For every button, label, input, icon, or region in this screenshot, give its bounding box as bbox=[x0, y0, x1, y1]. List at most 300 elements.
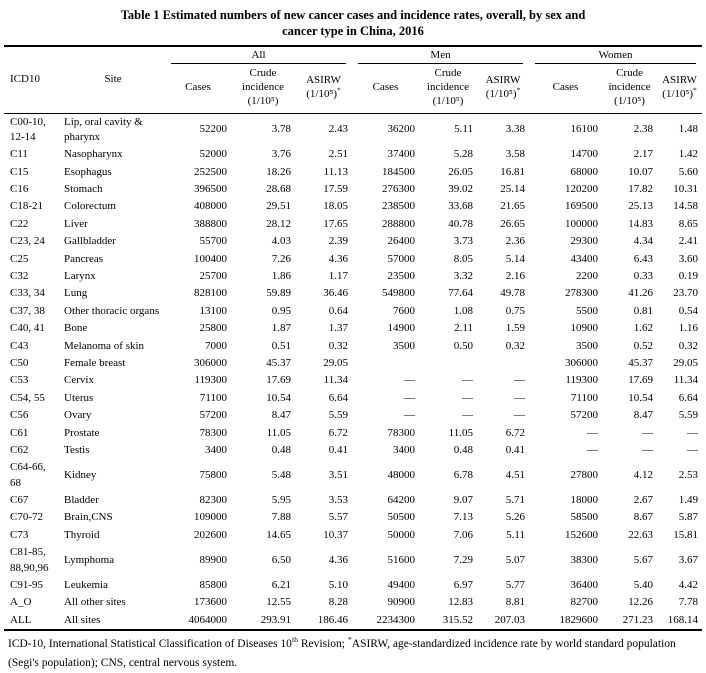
value-cell: 10.31 bbox=[673, 183, 699, 196]
table-row bbox=[4, 442, 702, 459]
site-cell: Bladder bbox=[64, 494, 99, 507]
value-cell: 5500 bbox=[576, 304, 599, 317]
icd-cell: C11 bbox=[10, 148, 28, 161]
value-cell: 1829600 bbox=[559, 613, 599, 626]
table-title-line-2: cancer type in China, 2016 bbox=[282, 24, 424, 39]
value-cell: 29.51 bbox=[266, 200, 291, 213]
table-row bbox=[4, 355, 702, 372]
value-cell: 26.05 bbox=[448, 165, 473, 178]
table-row bbox=[4, 459, 702, 492]
value-cell: 2.38 bbox=[602, 113, 657, 146]
site-cell: Gallbladder bbox=[64, 235, 116, 248]
value-cell: 6.43 bbox=[633, 252, 654, 265]
value-cell: 6.78 bbox=[453, 469, 473, 481]
icd-cell: C43 bbox=[10, 339, 29, 352]
icd-cell: C81-85, 88,90,96 bbox=[10, 546, 49, 574]
value-cell: 58500 bbox=[570, 511, 599, 524]
site-cell: All sites bbox=[64, 613, 101, 626]
value-cell: 14.65 bbox=[266, 528, 291, 541]
value-cell: 5.28 bbox=[453, 148, 473, 161]
value-cell: 29.05 bbox=[673, 356, 699, 369]
value-cell: 0.33 bbox=[633, 270, 654, 283]
value-cell: — bbox=[642, 443, 654, 456]
crude-label-line: Crude bbox=[434, 67, 462, 80]
value-cell: 10.37 bbox=[323, 528, 348, 541]
value-cell: 8.47 bbox=[633, 409, 654, 422]
site-cell: Melanoma of skin bbox=[64, 339, 145, 352]
value-cell: 5.10 bbox=[328, 579, 348, 592]
icd-cell: C40, 41 bbox=[10, 322, 45, 335]
value-cell: 71100 bbox=[570, 391, 599, 404]
footnote-text: ICD-10, International Statistical Classification of Diseases 10 bbox=[8, 638, 292, 651]
value-cell: 0.32 bbox=[505, 339, 526, 352]
value-cell: 29300 bbox=[570, 235, 599, 248]
cancer-incidence-table bbox=[4, 45, 702, 632]
icd-cell: C73 bbox=[10, 528, 29, 541]
asirw-label-line: ASIRW bbox=[662, 74, 697, 87]
value-cell: 25800 bbox=[199, 322, 227, 335]
value-cell: 25.13 bbox=[628, 200, 654, 213]
value-cell: — bbox=[587, 443, 599, 456]
value-cell: 2.67 bbox=[633, 494, 654, 507]
table-title-line-1: Table 1 Estimated numbers of new cancer cases and incidence rates, overall, by sex and bbox=[120, 8, 586, 22]
icd-cell: C23, 24 bbox=[10, 235, 45, 248]
value-cell: 0.52 bbox=[633, 339, 654, 352]
value-cell: 50500 bbox=[387, 511, 415, 524]
group-header-all bbox=[165, 46, 352, 65]
value-cell: 23.70 bbox=[673, 287, 699, 300]
value-cell: 33.68 bbox=[448, 200, 473, 213]
value-cell: 169500 bbox=[565, 200, 599, 213]
value-cell: 40.78 bbox=[448, 217, 473, 230]
value-cell: 23500 bbox=[387, 270, 415, 283]
table-row bbox=[4, 492, 702, 509]
value-cell: 9.07 bbox=[453, 494, 473, 507]
value-cell: 4.03 bbox=[271, 235, 291, 248]
value-cell: 0.75 bbox=[505, 304, 526, 317]
value-cell: 90900 bbox=[387, 596, 415, 609]
crude-label-line: (1/10⁵) bbox=[614, 94, 645, 107]
value-cell: 3500 bbox=[393, 339, 415, 352]
value-cell: 6.64 bbox=[328, 391, 348, 404]
table-row bbox=[4, 303, 702, 320]
site-cell: Liver bbox=[64, 217, 88, 230]
site-cell: Larynx bbox=[64, 270, 96, 283]
value-cell: 52200 bbox=[165, 113, 231, 146]
value-cell: 11.05 bbox=[266, 426, 291, 439]
value-cell: 78300 bbox=[199, 426, 227, 439]
icd-cell: A_O bbox=[10, 596, 32, 609]
icd-cell: C37, 38 bbox=[10, 304, 45, 317]
icd-cell: C00-10, 12-14 bbox=[4, 113, 61, 146]
value-cell: 8.05 bbox=[453, 252, 473, 265]
column-header-site: Site bbox=[104, 72, 122, 85]
value-cell: 14700 bbox=[570, 148, 599, 161]
value-cell: 49400 bbox=[387, 579, 415, 592]
value-cell: 100400 bbox=[194, 252, 227, 265]
value-cell: 12.83 bbox=[448, 596, 473, 609]
value-cell: 36.46 bbox=[323, 287, 348, 300]
asirw-footnote-marker: * bbox=[693, 85, 697, 95]
value-cell: 82300 bbox=[199, 494, 227, 507]
value-cell: 238500 bbox=[382, 200, 415, 213]
value-cell: 1.59 bbox=[505, 322, 526, 335]
table-row bbox=[4, 338, 702, 355]
asirw-label-line: ASIRW bbox=[306, 74, 341, 87]
value-cell: 0.50 bbox=[453, 339, 473, 352]
icd-cell: C15 bbox=[10, 165, 29, 178]
value-cell: 0.41 bbox=[505, 443, 526, 456]
table-row bbox=[4, 164, 702, 181]
group-header-all-label: All bbox=[171, 49, 346, 65]
value-cell: 1.62 bbox=[633, 322, 654, 335]
value-cell: 28.12 bbox=[266, 217, 291, 230]
value-cell: 10.54 bbox=[628, 391, 654, 404]
table-row bbox=[4, 320, 702, 337]
crude-label-line: (1/10⁵) bbox=[432, 94, 464, 107]
value-cell: 4.36 bbox=[328, 553, 348, 566]
table-row bbox=[4, 146, 702, 163]
value-cell: 5.57 bbox=[328, 511, 348, 524]
value-cell: 14.83 bbox=[628, 217, 654, 230]
value-cell: 7.78 bbox=[678, 596, 699, 609]
value-cell: 11.13 bbox=[323, 165, 348, 178]
value-cell: 2.36 bbox=[505, 235, 526, 248]
table-header bbox=[4, 46, 702, 114]
value-cell: 0.41 bbox=[328, 443, 348, 456]
value-cell: 2.39 bbox=[328, 235, 348, 248]
value-cell: — bbox=[462, 409, 473, 422]
value-cell: 38300 bbox=[570, 553, 599, 566]
value-cell: 14.58 bbox=[673, 200, 699, 213]
icd-cell: C67 bbox=[10, 494, 29, 507]
value-cell: 252500 bbox=[194, 165, 227, 178]
value-cell: 7.88 bbox=[271, 511, 291, 524]
site-cell: Lung bbox=[64, 287, 88, 300]
value-cell: 2.17 bbox=[633, 148, 654, 161]
value-cell: 4.12 bbox=[633, 469, 654, 481]
site-cell: Lymphoma bbox=[64, 553, 115, 566]
icd-cell: C56 bbox=[10, 409, 29, 422]
site-cell: Thyroid bbox=[64, 528, 100, 541]
value-cell: 3.51 bbox=[328, 469, 348, 481]
site-cell: Bone bbox=[64, 322, 88, 335]
value-cell: 4064000 bbox=[188, 613, 227, 626]
icd-cell: C61 bbox=[10, 426, 29, 439]
asirw-footnote-marker: * bbox=[336, 85, 341, 95]
value-cell: 7.13 bbox=[453, 511, 473, 524]
value-cell: 173600 bbox=[194, 596, 227, 609]
value-cell: 13100 bbox=[199, 304, 227, 317]
value-cell: 549800 bbox=[382, 287, 415, 300]
site-cell: Kidney bbox=[64, 469, 97, 481]
value-cell: 1.48 bbox=[657, 113, 702, 146]
value-cell: 1.37 bbox=[328, 322, 348, 335]
value-cell: 25.14 bbox=[500, 183, 526, 196]
value-cell: 5.59 bbox=[328, 409, 348, 422]
value-cell: 57200 bbox=[570, 409, 599, 422]
group-header-men bbox=[352, 46, 529, 65]
value-cell: 293.91 bbox=[260, 613, 291, 626]
site-cell: Testis bbox=[64, 443, 90, 456]
value-cell: 3400 bbox=[393, 443, 415, 456]
value-cell: 0.51 bbox=[271, 339, 291, 352]
value-cell: 306000 bbox=[565, 356, 599, 369]
value-cell: 17.59 bbox=[323, 183, 348, 196]
value-cell: 12.26 bbox=[628, 596, 654, 609]
value-cell: 1.49 bbox=[678, 494, 699, 507]
value-cell: 75800 bbox=[199, 469, 227, 481]
value-cell: 8.47 bbox=[271, 409, 291, 422]
table-row bbox=[4, 198, 702, 215]
column-header-icd10: ICD10 bbox=[10, 72, 40, 85]
value-cell: 10900 bbox=[570, 322, 599, 335]
icd-cell: C62 bbox=[10, 443, 29, 456]
value-cell: 0.19 bbox=[678, 270, 699, 283]
table-row bbox=[4, 527, 702, 544]
table-body bbox=[4, 113, 702, 630]
value-cell: 7.26 bbox=[271, 252, 291, 265]
value-cell: 3.53 bbox=[328, 494, 348, 507]
value-cell: 8.28 bbox=[328, 596, 348, 609]
column-header-men-crude-incidence bbox=[419, 64, 477, 113]
footnote-superscript-th: th bbox=[291, 635, 299, 645]
icd-cell: C33, 34 bbox=[10, 287, 45, 300]
value-cell: 17.65 bbox=[323, 217, 348, 230]
value-cell: 1.16 bbox=[678, 322, 699, 335]
value-cell: 152600 bbox=[565, 528, 599, 541]
value-cell: 2.11 bbox=[454, 322, 473, 335]
value-cell: 278300 bbox=[565, 287, 599, 300]
table-title bbox=[4, 5, 702, 45]
value-cell: 45.37 bbox=[628, 356, 654, 369]
value-cell: 306000 bbox=[194, 356, 227, 369]
table-row bbox=[4, 251, 702, 268]
value-cell: 50000 bbox=[387, 528, 415, 541]
value-cell: 7.29 bbox=[453, 553, 473, 566]
value-cell: 119300 bbox=[565, 374, 599, 387]
value-cell: 0.95 bbox=[271, 304, 291, 317]
table-row bbox=[4, 216, 702, 233]
value-cell: 36200 bbox=[352, 113, 419, 146]
value-cell: 2234300 bbox=[376, 613, 415, 626]
asirw-label-line: ASIRW bbox=[485, 74, 521, 87]
asirw-unit-line bbox=[659, 85, 700, 102]
value-cell: — bbox=[687, 426, 699, 439]
value-cell: 5.14 bbox=[505, 252, 526, 265]
icd-cell: C70-72 bbox=[10, 511, 43, 524]
value-cell: 37400 bbox=[387, 148, 415, 161]
value-cell: 5.59 bbox=[678, 409, 699, 422]
value-cell: 6.72 bbox=[505, 426, 526, 439]
crude-label-line: incidence bbox=[608, 81, 651, 93]
site-cell: Esophagus bbox=[64, 165, 112, 178]
asirw-unit-line bbox=[479, 85, 527, 102]
column-header-men-asirw bbox=[477, 64, 529, 113]
value-cell: 0.32 bbox=[328, 339, 348, 352]
value-cell: 7000 bbox=[205, 339, 227, 352]
table-row bbox=[4, 233, 702, 250]
value-cell: 3.58 bbox=[505, 148, 526, 161]
value-cell: 6.97 bbox=[453, 579, 473, 592]
table-row bbox=[4, 612, 702, 630]
value-cell: 64200 bbox=[387, 494, 415, 507]
icd-cell: C50 bbox=[10, 356, 29, 369]
footnote-text: ASIRW, age-standardized incidence rate by world standard population (Segi's population); CNS, central nervous system. bbox=[8, 638, 676, 670]
table-row bbox=[4, 285, 702, 302]
value-cell: 5.26 bbox=[505, 511, 526, 524]
value-cell: 2.41 bbox=[678, 235, 699, 248]
table-row bbox=[4, 372, 702, 389]
group-header-men-label: Men bbox=[358, 49, 523, 65]
value-cell: 1.87 bbox=[271, 322, 291, 335]
value-cell: 315.52 bbox=[442, 613, 473, 626]
value-cell: 39.02 bbox=[448, 183, 473, 196]
value-cell: 4.51 bbox=[505, 469, 526, 481]
value-cell: 6.50 bbox=[271, 553, 291, 566]
value-cell: — bbox=[514, 409, 526, 422]
icd-cell: C32 bbox=[10, 270, 29, 283]
value-cell: 11.05 bbox=[448, 426, 473, 439]
value-cell: — bbox=[514, 374, 526, 387]
value-cell: 17.69 bbox=[266, 374, 291, 387]
value-cell: 0.48 bbox=[453, 443, 473, 456]
value-cell: 5.60 bbox=[678, 165, 699, 178]
value-cell: 3.73 bbox=[453, 235, 473, 248]
value-cell: 5.40 bbox=[633, 579, 654, 592]
value-cell: 5.11 bbox=[419, 113, 477, 146]
site-cell: Prostate bbox=[64, 426, 100, 439]
value-cell: 5.07 bbox=[505, 553, 526, 566]
value-cell: 7.06 bbox=[453, 528, 473, 541]
table-row bbox=[4, 577, 702, 594]
value-cell: 0.64 bbox=[328, 304, 348, 317]
site-cell: Uterus bbox=[64, 391, 94, 404]
value-cell: 119300 bbox=[194, 374, 227, 387]
value-cell: 71100 bbox=[199, 391, 227, 404]
value-cell: — bbox=[514, 391, 526, 404]
value-cell bbox=[419, 355, 477, 372]
value-cell: — bbox=[404, 374, 415, 387]
value-cell: 5.48 bbox=[271, 469, 291, 481]
table-row bbox=[4, 390, 702, 407]
table-row bbox=[4, 113, 702, 146]
value-cell: 16100 bbox=[529, 113, 602, 146]
value-cell: 5.87 bbox=[678, 511, 699, 524]
value-cell: 4.36 bbox=[328, 252, 348, 265]
site-cell: Colorectum bbox=[64, 200, 116, 213]
icd-cell: C22 bbox=[10, 217, 29, 230]
value-cell: 828100 bbox=[194, 287, 227, 300]
crude-label-line: (1/10⁵) bbox=[247, 94, 279, 107]
site-cell: All other sites bbox=[64, 596, 126, 609]
value-cell: 100000 bbox=[565, 217, 599, 230]
value-cell: 3.67 bbox=[678, 553, 699, 566]
column-header-women-asirw bbox=[657, 64, 702, 113]
value-cell: 8.65 bbox=[678, 217, 699, 230]
crude-label-line: Crude bbox=[249, 67, 277, 80]
value-cell: 202600 bbox=[194, 528, 227, 541]
value-cell: 16.81 bbox=[500, 165, 526, 178]
site-cell: Lip, oral cavity & pharynx bbox=[61, 113, 165, 146]
value-cell: 41.26 bbox=[628, 287, 654, 300]
value-cell: 6.64 bbox=[678, 391, 699, 404]
value-cell: 3.78 bbox=[231, 113, 295, 146]
value-cell: 22.63 bbox=[628, 528, 654, 541]
value-cell: 6.21 bbox=[271, 579, 291, 592]
icd-cell: C16 bbox=[10, 183, 29, 196]
value-cell: 89900 bbox=[199, 553, 227, 566]
group-header-women bbox=[529, 46, 702, 65]
value-cell: 11.34 bbox=[673, 374, 699, 387]
icd-cell: C53 bbox=[10, 374, 29, 387]
value-cell: — bbox=[404, 409, 415, 422]
value-cell: 68000 bbox=[570, 165, 599, 178]
value-cell: 276300 bbox=[382, 183, 415, 196]
site-cell: Brain,CNS bbox=[64, 511, 113, 524]
value-cell: 18.05 bbox=[323, 200, 348, 213]
value-cell: 43400 bbox=[570, 252, 599, 265]
value-cell: 0.48 bbox=[271, 443, 291, 456]
value-cell: 271.23 bbox=[622, 613, 654, 626]
value-cell: 17.82 bbox=[628, 183, 654, 196]
value-cell: 2.43 bbox=[295, 113, 352, 146]
table-row bbox=[4, 425, 702, 442]
footnote-superscript-asterisk: * bbox=[347, 635, 352, 645]
asirw-unit: (1/10⁵) bbox=[485, 87, 517, 100]
value-cell: 4.42 bbox=[678, 579, 699, 592]
column-header-all-crude-incidence bbox=[231, 64, 295, 113]
value-cell: 57200 bbox=[199, 409, 227, 422]
value-cell: 5.67 bbox=[633, 553, 654, 566]
column-header-all-asirw bbox=[295, 64, 352, 113]
value-cell: 3500 bbox=[576, 339, 599, 352]
value-cell: 49.78 bbox=[500, 287, 526, 300]
value-cell: 0.54 bbox=[678, 304, 699, 317]
value-cell: 26.65 bbox=[500, 217, 526, 230]
value-cell: 186.46 bbox=[317, 613, 348, 626]
value-cell: 59.89 bbox=[266, 287, 291, 300]
asirw-unit: (1/10⁵) bbox=[662, 87, 694, 100]
value-cell: 2200 bbox=[576, 270, 599, 283]
value-cell: 168.14 bbox=[667, 613, 699, 626]
column-header-women-cases: Cases bbox=[552, 81, 579, 93]
value-cell: 25700 bbox=[199, 270, 227, 283]
value-cell: 109000 bbox=[194, 511, 227, 524]
value-cell: 3.60 bbox=[678, 252, 699, 265]
site-cell: Female breast bbox=[64, 356, 126, 369]
value-cell: 18000 bbox=[570, 494, 599, 507]
value-cell: 388800 bbox=[194, 217, 227, 230]
value-cell: 396500 bbox=[194, 183, 227, 196]
icd-cell: C54, 55 bbox=[10, 391, 45, 404]
crude-label-line: incidence bbox=[426, 81, 470, 93]
column-header-all-cases: Cases bbox=[185, 81, 211, 93]
value-cell: 17.69 bbox=[628, 374, 654, 387]
site-cell: Pancreas bbox=[64, 252, 104, 265]
value-cell: 21.65 bbox=[500, 200, 526, 213]
icd-cell: C25 bbox=[10, 252, 29, 265]
table-row bbox=[4, 594, 702, 611]
table-row bbox=[4, 544, 702, 577]
value-cell: — bbox=[462, 374, 473, 387]
icd-cell: C91-95 bbox=[10, 579, 43, 592]
value-cell: 18.26 bbox=[266, 165, 291, 178]
value-cell: 2.51 bbox=[328, 148, 348, 161]
value-cell: 0.32 bbox=[678, 339, 699, 352]
group-header-row bbox=[4, 46, 702, 65]
value-cell: — bbox=[687, 443, 699, 456]
